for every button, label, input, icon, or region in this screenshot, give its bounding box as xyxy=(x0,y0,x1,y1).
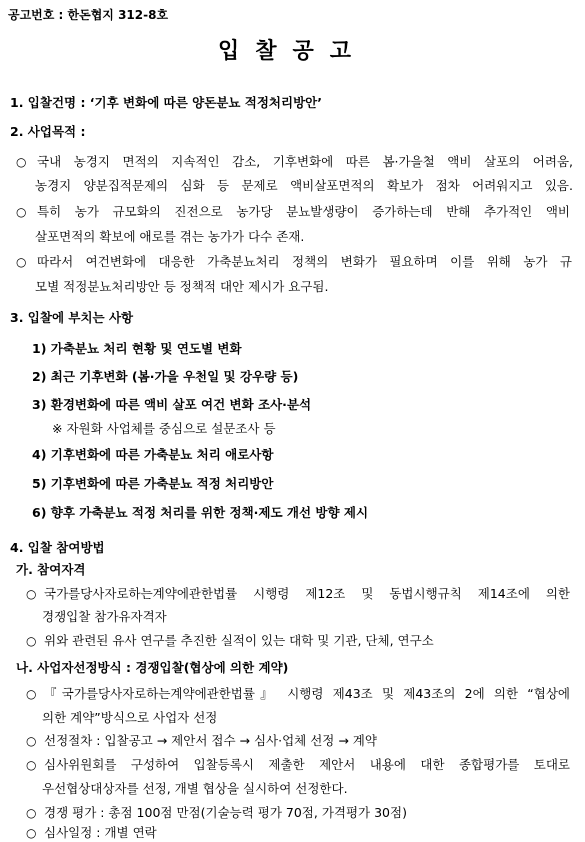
bullet-icon: ○ xyxy=(26,734,37,748)
selection-3-line-1: 심사위원회를 구성하여 입찰등록시 제출한 제안서 내용에 대한 종합평가를 토대로 xyxy=(44,757,570,772)
selection-1-line-1: 『국가를당사자로하는계약에관한법률』 시행령 제43조 및 제43조의 2에 의한 “협상에 xyxy=(44,686,570,701)
bullet-icon: ○ xyxy=(26,634,37,648)
bid-item-3-note: ※ 자원화 사업체를 중심으로 설문조사 등 xyxy=(52,421,276,436)
selection-3-line-2: 우선협상대상자를 선정, 개별 협상을 실시하여 선정한다. xyxy=(42,781,348,796)
purpose-3-line-2: 모별 적정분뇨처리방안 등 정책적 대안 제시가 요구됨. xyxy=(35,279,329,294)
bid-item-3: 3) 환경변화에 따른 액비 살포 여건 변화 조사·분석 xyxy=(32,397,312,412)
eligibility-1-line-2: 경쟁입찰 참가유자격자 xyxy=(42,609,167,624)
purpose-2-line-1: 특히 농가 규모화의 진전으로 농가당 분뇨발생량이 증가하는데 반해 추가적인 액비 xyxy=(37,204,570,219)
section-3-title: 3. 입찰에 부치는 사항 xyxy=(10,310,134,325)
eligibility-1-line-1: 국가를당사자로하는계약에관한법률 시행령 제12조 및 동법시행규칙 제14조에 의한 xyxy=(44,586,570,601)
subsection-na-title: 나. 사업자선정방식 : 경쟁입찰(협상에 의한 계약) xyxy=(16,660,289,675)
section-4-title: 4. 입찰 참여방법 xyxy=(10,540,105,555)
page-title: 입찰공고 xyxy=(217,39,367,64)
section-2-title: 2. 사업목적 : xyxy=(10,124,86,139)
subsection-ga-title: 가. 참여자격 xyxy=(16,562,86,577)
notice-number: 공고번호 : 한돈협지 312-8호 xyxy=(8,8,169,22)
bid-item-6: 6) 향후 가축분뇨 적정 처리를 위한 정책·제도 개선 방향 제시 xyxy=(32,505,369,520)
selection-procedure: 선정절차 : 입찰공고 → 제안서 접수 → 심사·업체 선정 → 계약 xyxy=(44,733,377,748)
bullet-icon: ○ xyxy=(26,587,37,601)
purpose-3-line-1: 따라서 여건변화에 대응한 가축분뇨처리 정책의 변화가 필요하며 이를 위해 농가 규 xyxy=(37,254,572,269)
selection-1-line-2: 의한 계약”방식으로 사업자 선정 xyxy=(42,710,218,725)
bullet-icon: ○ xyxy=(26,758,37,772)
bullet-icon: ○ xyxy=(16,255,27,269)
evaluation-scoring: 경쟁 평가 : 총점 100점 만점(기술능력 평가 70점, 가격평가 30점) xyxy=(44,805,407,820)
bullet-icon: ○ xyxy=(26,826,37,840)
bullet-icon: ○ xyxy=(26,687,37,701)
review-schedule: 심사일정 : 개별 연락 xyxy=(44,825,157,840)
bid-item-2: 2) 최근 기후변화 (봄·가을 우천일 및 강우량 등) xyxy=(32,369,299,384)
bullet-icon: ○ xyxy=(26,806,37,820)
bullet-icon: ○ xyxy=(16,155,27,169)
bullet-icon: ○ xyxy=(16,205,27,219)
purpose-2-line-2: 살포면적의 확보에 애로를 겪는 농가가 다수 존재. xyxy=(35,229,305,244)
section-1-title: 1. 입찰건명 : ‘기후 변화에 따른 양돈분뇨 적정처리방안’ xyxy=(10,95,322,110)
bid-item-4: 4) 기후변화에 따른 가축분뇨 처리 애로사항 xyxy=(32,447,274,462)
eligibility-2: 위와 관련된 유사 연구를 추진한 실적이 있는 대학 및 기관, 단체, 연구소 xyxy=(44,633,434,648)
bid-item-1: 1) 가축분뇨 처리 현황 및 연도별 변화 xyxy=(32,341,242,356)
purpose-1-line-1: 국내 농경지 면적의 지속적인 감소, 기후변화에 따른 봄·가을철 액비 살포의 어려움, xyxy=(37,154,573,169)
bid-item-5: 5) 기후변화에 따른 가축분뇨 적정 처리방안 xyxy=(32,476,274,491)
purpose-1-line-2: 농경지 양분집적문제의 심화 등 문제로 액비살포면적의 확보가 점차 어려워지고 있음. xyxy=(35,178,573,193)
